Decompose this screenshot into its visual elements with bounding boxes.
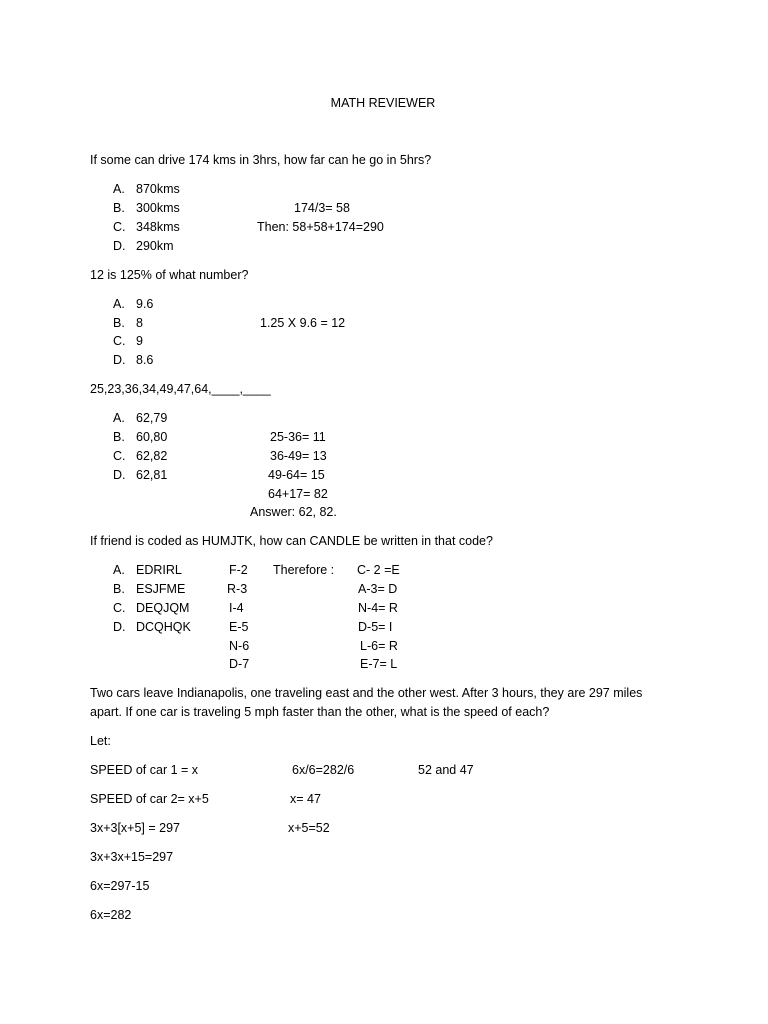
- code-shift: R-3: [227, 582, 248, 596]
- code-shift: E-5: [229, 620, 249, 634]
- option-letter: B.: [113, 582, 125, 596]
- let-label: Let:: [90, 734, 111, 748]
- option-letter: C.: [113, 334, 126, 348]
- option-letter: D.: [113, 620, 126, 634]
- solution-line: SPEED of car 1 = x: [90, 763, 199, 777]
- option-text: 62,79: [136, 411, 168, 425]
- option-letter: A.: [113, 411, 125, 425]
- option-text: 9.6: [136, 297, 154, 311]
- code-result: E-7= L: [360, 657, 398, 671]
- question-5-text-line-1: Two cars leave Indianapolis, one traveling east and the other west. After 3 hours, they are 297 miles: [90, 686, 643, 700]
- solution-line: 6x=297-15: [90, 879, 150, 893]
- code-result: A-3= D: [358, 582, 398, 596]
- option-text: DCQHQK: [136, 620, 191, 634]
- option-text: 62,82: [136, 449, 168, 463]
- question-1-work-line: 174/3= 58: [294, 201, 350, 215]
- code-result: D-5= I: [358, 620, 393, 634]
- option-letter: C.: [113, 220, 126, 234]
- question-2-work-line: 1.25 X 9.6 = 12: [260, 316, 346, 330]
- code-result: C- 2 =E: [357, 563, 400, 577]
- solution-line: x+5=52: [288, 821, 330, 835]
- option-text: 348kms: [136, 220, 180, 234]
- question-3-work-line: 36-49= 13: [270, 449, 327, 463]
- question-3-work-line: 64+17= 82: [268, 487, 328, 501]
- question-3-text: 25,23,36,34,49,47,64,____,____: [90, 382, 271, 396]
- solution-line: 6x=282: [90, 908, 132, 922]
- option-letter: C.: [113, 601, 126, 615]
- option-text: DEQJQM: [136, 601, 190, 615]
- option-text: 870kms: [136, 182, 180, 196]
- question-3-answer: Answer: 62, 82.: [250, 505, 337, 519]
- option-letter: D.: [113, 468, 126, 482]
- code-result: L-6= R: [360, 639, 398, 653]
- option-text: 60,80: [136, 430, 168, 444]
- option-letter: A.: [113, 182, 125, 196]
- option-letter: A.: [113, 563, 125, 577]
- question-1-work-line: Then: 58+58+174=290: [257, 220, 384, 234]
- solution-line: x= 47: [290, 792, 321, 806]
- final-answer: 52 and 47: [418, 763, 474, 777]
- option-text: 62,81: [136, 468, 168, 482]
- code-shift: D-7: [229, 657, 250, 671]
- option-letter: C.: [113, 449, 126, 463]
- option-text: 8.6: [136, 353, 154, 367]
- code-shift: N-6: [229, 639, 250, 653]
- solution-line: 3x+3x+15=297: [90, 850, 174, 864]
- question-3-work-line: 49-64= 15: [268, 468, 325, 482]
- solution-line: 6x/6=282/6: [292, 763, 355, 777]
- option-text: 300kms: [136, 201, 180, 215]
- solution-line: 3x+3[x+5] = 297: [90, 821, 181, 835]
- option-letter: D.: [113, 239, 126, 253]
- question-5-text-line-2: apart. If one car is traveling 5 mph faster than the other, what is the speed of each?: [90, 705, 550, 719]
- option-letter: B.: [113, 316, 125, 330]
- code-shift: F-2: [229, 563, 248, 577]
- option-letter: A.: [113, 297, 125, 311]
- option-text: 290km: [136, 239, 174, 253]
- option-letter: B.: [113, 430, 125, 444]
- option-text: EDRIRL: [136, 563, 182, 577]
- question-3-work-line: 25-36= 11: [270, 430, 326, 444]
- question-4-text: If friend is coded as HUMJTK, how can CANDLE be written in that code?: [90, 534, 493, 548]
- therefore-label: Therefore :: [273, 563, 335, 577]
- solution-line: SPEED of car 2= x+5: [90, 792, 209, 806]
- page-title: MATH REVIEWER: [330, 96, 436, 110]
- option-text: 9: [136, 334, 143, 348]
- code-shift: I-4: [229, 601, 244, 615]
- option-text: ESJFME: [136, 582, 186, 596]
- option-letter: D.: [113, 353, 126, 367]
- question-1-text: If some can drive 174 kms in 3hrs, how far can he go in 5hrs?: [90, 153, 432, 167]
- code-result: N-4= R: [358, 601, 398, 615]
- question-2-text: 12 is 125% of what number?: [90, 268, 249, 282]
- option-text: 8: [136, 316, 143, 330]
- option-letter: B.: [113, 201, 125, 215]
